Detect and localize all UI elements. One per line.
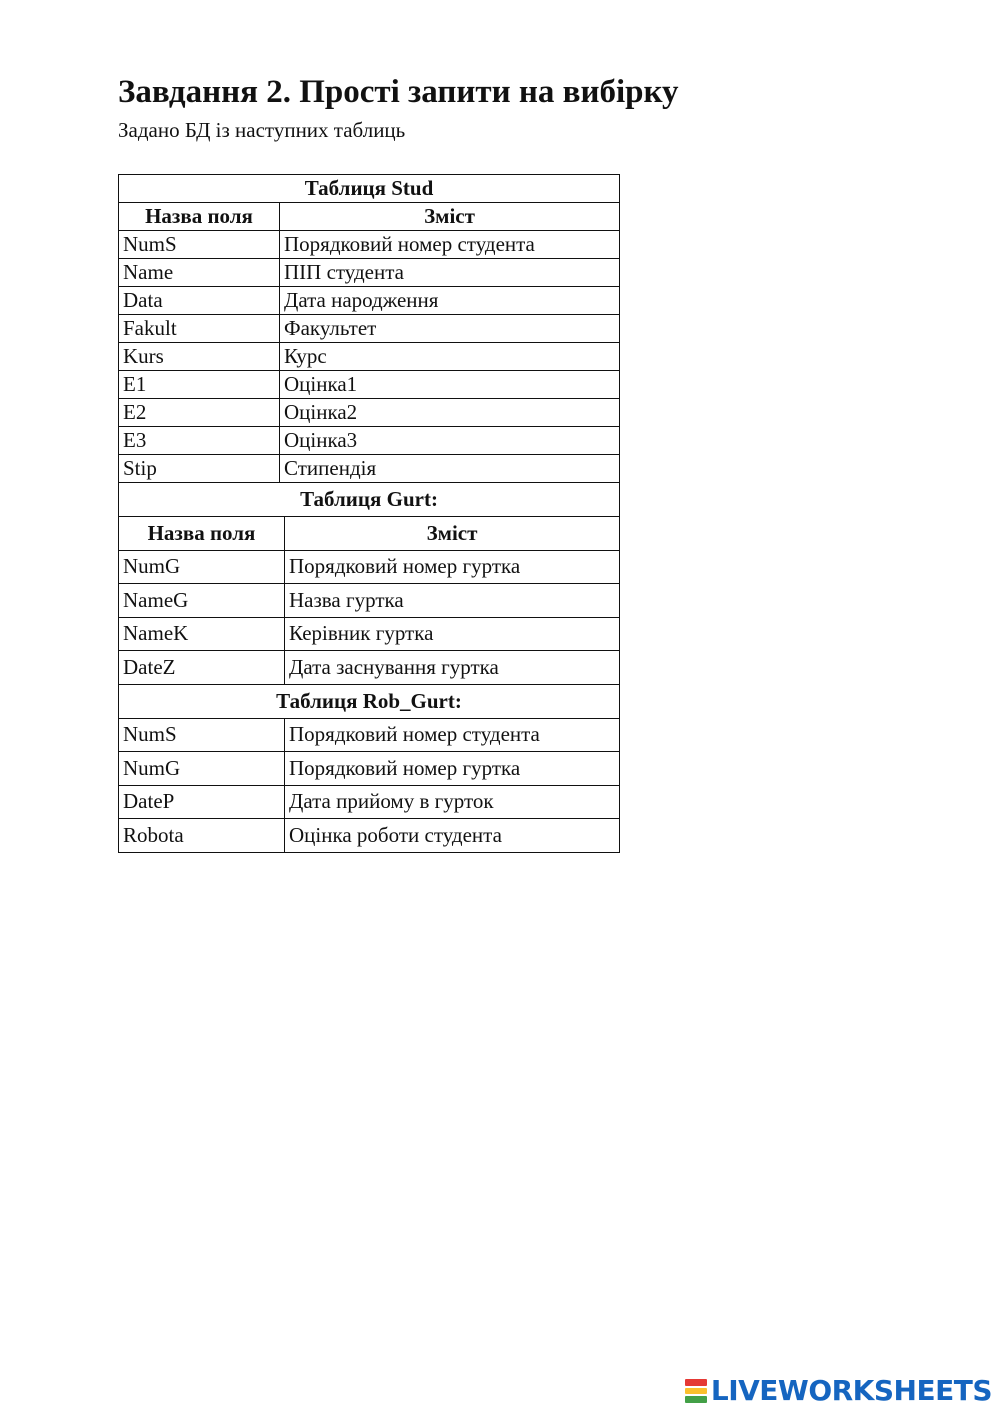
column-header-field: Назва поля [119, 517, 285, 551]
field-name-cell: NumS [119, 231, 280, 259]
field-name-cell: NumG [119, 550, 285, 584]
table-row [119, 287, 620, 315]
liveworksheets-logo[interactable] [685, 1376, 992, 1406]
field-name-cell: Stip [119, 455, 280, 483]
table-row [119, 399, 620, 427]
table-row [119, 259, 620, 287]
table-row [119, 617, 620, 651]
table-gurt [118, 483, 620, 685]
column-header-field: Назва поля [119, 203, 280, 231]
logo-stripe-green [685, 1396, 707, 1403]
field-name-cell: Fakult [119, 315, 280, 343]
table-row [119, 231, 620, 259]
table-row [119, 455, 620, 483]
table-stud [118, 174, 620, 483]
page-subtitle: Задано БД із наступних таблиць [118, 118, 406, 142]
field-description-cell: Дата народження [280, 287, 620, 315]
table-row [119, 651, 620, 685]
table-caption-row [119, 685, 620, 719]
field-description-cell: Оцінка2 [280, 399, 620, 427]
liveworksheets-logo-icon [685, 1379, 707, 1403]
field-name-cell: NumS [119, 718, 285, 752]
column-header-content: Зміст [280, 203, 620, 231]
field-name-cell: NumG [119, 752, 285, 786]
logo-stripe-yellow [685, 1388, 707, 1395]
field-name-cell: Data [119, 287, 280, 315]
table-row [119, 550, 620, 584]
field-description-cell: Дата прийому в гурток [285, 785, 620, 819]
table-row [119, 752, 620, 786]
field-description-cell: Оцінка роботи студента [285, 819, 620, 853]
field-description-cell: Назва гуртка [285, 584, 620, 618]
field-name-cell: Kurs [119, 343, 280, 371]
field-description-cell: Курс [280, 343, 620, 371]
table-row [119, 718, 620, 752]
table-row [119, 584, 620, 618]
field-name-cell: E3 [119, 427, 280, 455]
table-row [119, 427, 620, 455]
column-header-content: Зміст [285, 517, 620, 551]
brand-text: LIVEWORKSHEETS [710, 1374, 992, 1407]
field-description-cell: Стипендія [280, 455, 620, 483]
field-description-cell: Порядковий номер студента [285, 718, 620, 752]
table-rob-gurt [118, 685, 620, 853]
table-row [119, 343, 620, 371]
field-name-cell: Name [119, 259, 280, 287]
field-description-cell: Керівник гуртка [285, 617, 620, 651]
field-name-cell: DateZ [119, 651, 285, 685]
table-caption: Таблиця Gurt: [119, 483, 620, 517]
field-name-cell: Robota [119, 819, 285, 853]
field-description-cell: Оцінка1 [280, 371, 620, 399]
field-name-cell: E1 [119, 371, 280, 399]
field-description-cell: Факультет [280, 315, 620, 343]
table-row [119, 819, 620, 853]
field-description-cell: Порядковий номер гуртка [285, 752, 620, 786]
page-title: Завдання 2. Прості запити на вибірку [118, 74, 679, 110]
field-name-cell: NameG [119, 584, 285, 618]
table-caption: Таблиця Stud [119, 175, 620, 203]
table-row [119, 371, 620, 399]
table-caption: Таблиця Rob_Gurt: [119, 685, 620, 719]
table-row [119, 785, 620, 819]
field-name-cell: E2 [119, 399, 280, 427]
table-header-row [119, 203, 620, 231]
table-caption-row [119, 175, 620, 203]
field-description-cell: Порядковий номер гуртка [285, 550, 620, 584]
field-name-cell: NameK [119, 617, 285, 651]
field-description-cell: ПІП студента [280, 259, 620, 287]
field-description-cell: Оцінка3 [280, 427, 620, 455]
field-description-cell: Порядковий номер студента [280, 231, 620, 259]
field-name-cell: DateP [119, 785, 285, 819]
table-row [119, 315, 620, 343]
logo-stripe-red [685, 1379, 707, 1386]
tables-container [118, 174, 619, 853]
table-caption-row [119, 483, 620, 517]
field-description-cell: Дата заснування гуртка [285, 651, 620, 685]
table-header-row [119, 517, 620, 551]
